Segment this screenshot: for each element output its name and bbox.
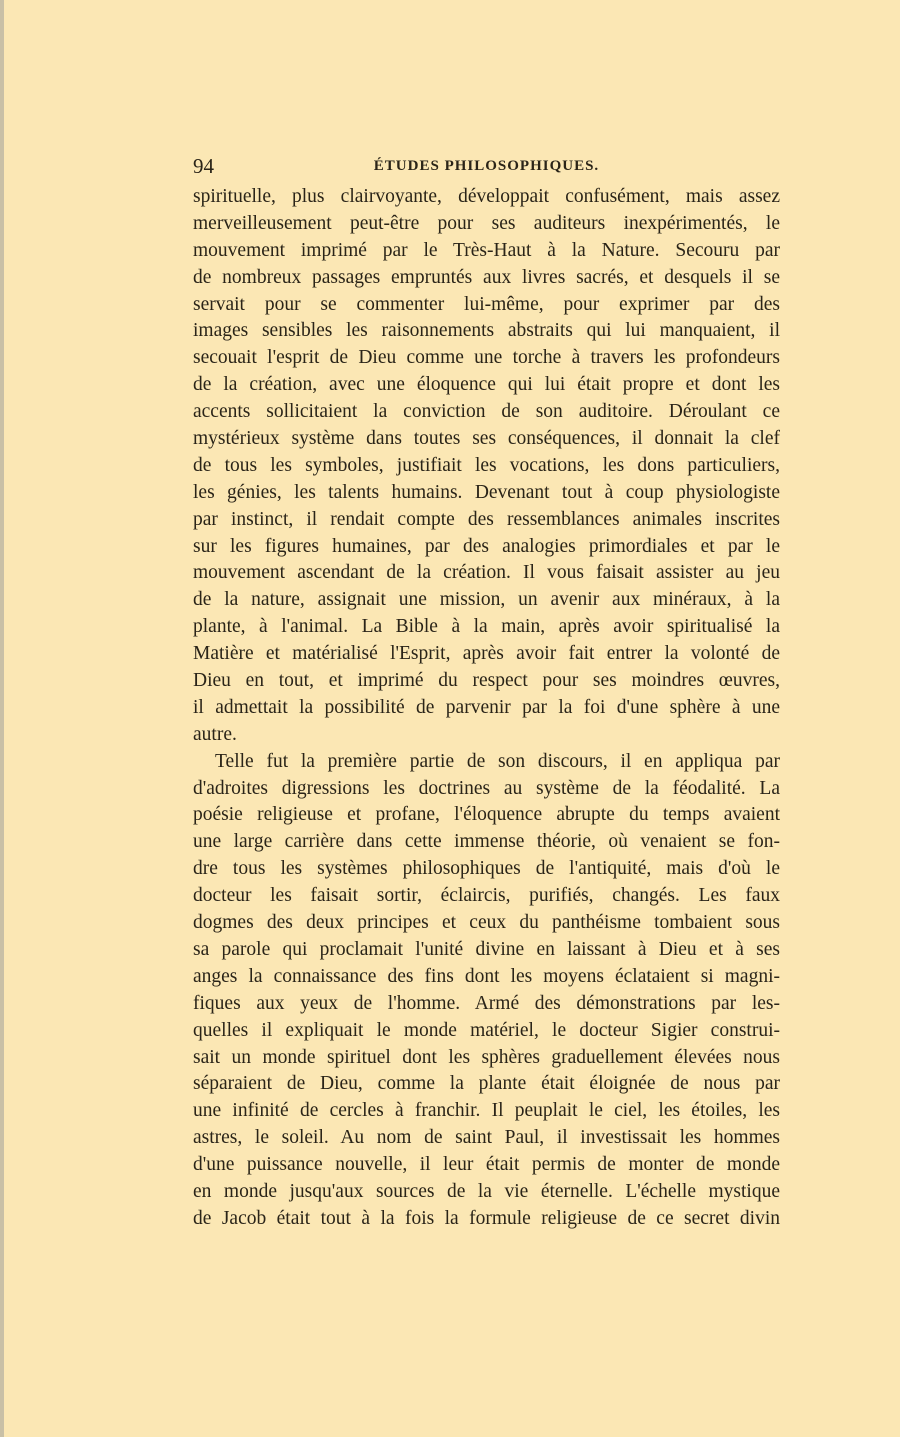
text-line: de nombreux passages empruntés aux livres sacrés, et desquels il se: [193, 266, 780, 288]
page-body-text: [193, 184, 780, 1233]
text-line: une infinité de cercles à franchir. Il peuplait le ciel, les étoiles, les: [193, 1100, 780, 1122]
text-line: mouvement imprimé par le Très-Haut à la Nature. Secouru par: [193, 239, 780, 261]
text-line: astres, le soleil. Au nom de saint Paul, il investissait les hommes: [193, 1127, 780, 1149]
text-line: d'une puissance nouvelle, il leur était permis de monter de monde: [193, 1154, 780, 1176]
text-line: merveilleusement peut-être pour ses auditeurs inexpérimentés, le: [193, 212, 780, 234]
text-line: sa parole qui proclamait l'unité divine en laissant à Dieu et à ses: [193, 938, 780, 960]
text-line: quelles il expliquait le monde matériel, le docteur Sigier construi-: [193, 1019, 780, 1041]
text-line: dogmes des deux principes et ceux du panthéisme tombaient sous: [193, 912, 780, 934]
page-number: 94: [193, 154, 214, 178]
text-line: autre.: [193, 723, 237, 745]
text-line: il admettait la possibilité de parvenir par la foi d'une sphère à une: [193, 696, 780, 718]
page-header: [193, 154, 780, 182]
text-line: une large carrière dans cette immense théorie, où venaient se fon-: [193, 831, 780, 853]
text-line: poésie religieuse et profane, l'éloquence abrupte du temps avaient: [193, 804, 780, 826]
text-line: dre tous les systèmes philosophiques de l'antiquité, mais d'où le: [193, 858, 780, 880]
text-line: sait un monde spirituel dont les sphères graduellement élevées nous: [193, 1046, 780, 1068]
running-title: ÉTUDES PHILOSOPHIQUES.: [373, 158, 600, 174]
text-line: de la création, avec une éloquence qui lui était propre et dont les: [193, 374, 780, 396]
text-line: sur les figures humaines, par des analogies primordiales et par le: [193, 535, 780, 557]
text-line: images sensibles les raisonnements abstraits qui lui manquaient, il: [193, 320, 780, 342]
text-line: Telle fut la première partie de son discours, il en appliqua par: [215, 750, 780, 772]
text-line: accents sollicitaient la conviction de son auditoire. Déroulant ce: [193, 401, 780, 423]
text-line: les génies, les talents humains. Devenant tout à coup physiologiste: [193, 481, 780, 503]
text-line: d'adroites digressions les doctrines au système de la féodalité. La: [193, 777, 780, 799]
text-line: Dieu en tout, et imprimé du respect pour ses moindres œuvres,: [193, 670, 780, 692]
text-line: en monde jusqu'aux sources de la vie éternelle. L'échelle mystique: [193, 1180, 780, 1202]
text-line: spirituelle, plus clairvoyante, développait confusément, mais assez: [193, 186, 780, 207]
text-line: Matière et matérialisé l'Esprit, après avoir fait entrer la volonté de: [193, 643, 780, 665]
text-line: docteur les faisait sortir, éclaircis, purifiés, changés. Les faux: [193, 885, 780, 907]
text-line: séparaient de Dieu, comme la plante était éloignée de nous par: [193, 1073, 780, 1095]
text-line: plante, à l'animal. La Bible à la main, après avoir spiritualisé la: [193, 616, 780, 638]
text-line: anges la connaissance des fins dont les moyens éclataient si magni-: [193, 965, 780, 987]
text-line: secouait l'esprit de Dieu comme une torche à travers les profondeurs: [193, 347, 780, 369]
text-line: par instinct, il rendait compte des ressemblances animales inscrites: [193, 508, 780, 530]
text-line: mystérieux système dans toutes ses conséquences, il donnait la clef: [193, 428, 780, 450]
text-line: de Jacob était tout à la fois la formule religieuse de ce secret divin: [193, 1207, 780, 1229]
text-line: servait pour se commenter lui-même, pour exprimer par des: [193, 293, 780, 315]
text-line: mouvement ascendant de la création. Il vous faisait assister au jeu: [193, 562, 780, 584]
text-line: de la nature, assignait une mission, un avenir aux minéraux, à la: [193, 589, 780, 611]
text-line: fiques aux yeux de l'homme. Armé des démonstrations par les-: [193, 992, 780, 1014]
text-line: de tous les symboles, justifiait les vocations, les dons particuliers,: [193, 454, 780, 476]
scan-edge: [0, 0, 4, 1437]
